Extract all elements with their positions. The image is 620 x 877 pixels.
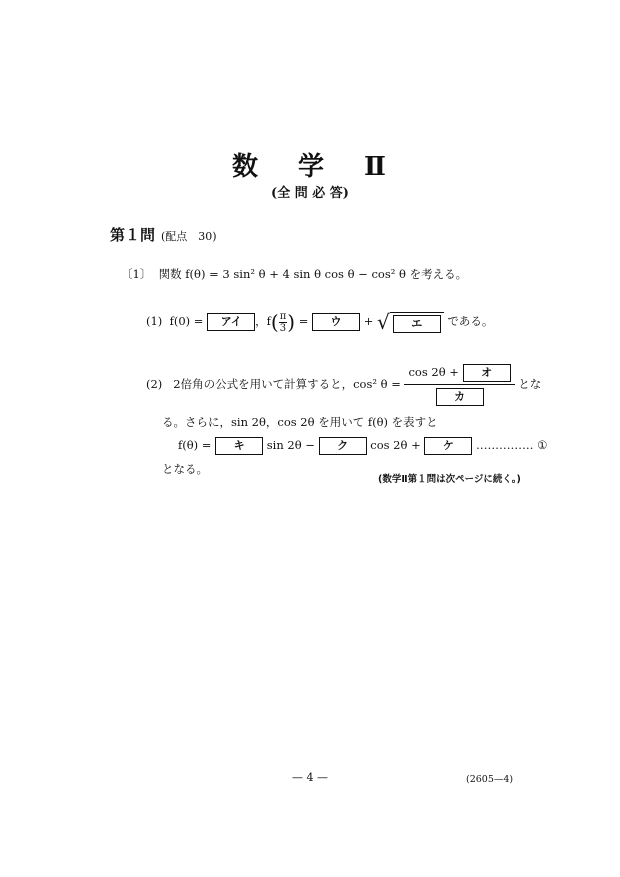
question-heading	[110, 224, 217, 245]
part2-text-a: 2倍角の公式を用いて計算すると，cos² θ =	[173, 377, 401, 391]
problem-intro: 関数 f(θ) = 3 sin² θ + 4 sin θ cos θ − cos² θ を考える。	[158, 267, 468, 281]
answer-box-ke: ケ	[424, 437, 472, 455]
exam-code: (2605—4)	[466, 774, 514, 785]
answer-box-ku: ク	[319, 437, 367, 455]
part1-plus: +	[363, 314, 374, 328]
problem-label: 〔1〕	[121, 267, 152, 281]
answer-box-ka: カ	[436, 388, 484, 406]
title-char-1: 数	[232, 152, 261, 182]
fraction-pi-over-3	[279, 311, 288, 334]
equation-term-1: sin 2θ −	[266, 438, 315, 452]
part1-suffix: である。	[447, 314, 494, 328]
part1-equals: =	[298, 314, 309, 328]
part2-suffix-a: とな	[518, 377, 542, 391]
answer-box-ki: キ	[215, 437, 263, 455]
problem-intro-line	[121, 266, 467, 282]
equation-term-2: cos 2θ +	[370, 438, 421, 452]
fraction-numerator: π	[279, 310, 287, 322]
part1-label: (1)	[146, 314, 163, 328]
part1-f: f	[266, 314, 271, 328]
part2-text-c: となる。	[162, 462, 208, 476]
title-char-3: Ⅱ	[364, 152, 388, 182]
big-fraction-denominator	[404, 385, 514, 406]
fraction-denominator: 3	[279, 322, 287, 334]
big-fraction-numerator	[404, 364, 514, 385]
equation-lhs: f(θ) =	[178, 438, 212, 452]
question-number: 第１問	[110, 226, 156, 244]
left-paren-icon: (	[270, 310, 279, 334]
part2-line-1	[146, 364, 541, 406]
answer-box-ai: アイ	[207, 313, 255, 331]
numerator-expr: cos 2θ +	[408, 365, 459, 379]
continued-note: (数学Ⅱ第１問は次ページに続く。)	[378, 474, 521, 485]
question-points: (配点 30)	[161, 230, 217, 243]
part2-text-b: る。さらに，sin 2θ，cos 2θ を用いて f(θ) を表すと	[162, 415, 438, 429]
part1-line	[146, 310, 493, 334]
answer-box-o: オ	[463, 364, 511, 382]
answer-box-e: エ	[393, 315, 441, 333]
subtitle: (全 問 必 答)	[271, 186, 349, 201]
title-char-2: 学	[298, 152, 327, 182]
equation-tail: …………… ①	[476, 438, 548, 452]
answer-box-u: ウ	[312, 313, 360, 331]
right-paren-icon: )	[287, 310, 296, 334]
cos-squared-fraction	[404, 364, 514, 406]
equation-1	[178, 437, 548, 455]
page-title	[0, 146, 620, 183]
square-root	[377, 310, 444, 334]
part1-separator: ，	[255, 314, 267, 328]
page-number: — 4 —	[292, 771, 328, 784]
part1-expr-a: f(0) =	[169, 314, 204, 328]
part2-label: (2)	[146, 377, 163, 391]
radical-icon: √	[376, 310, 390, 334]
